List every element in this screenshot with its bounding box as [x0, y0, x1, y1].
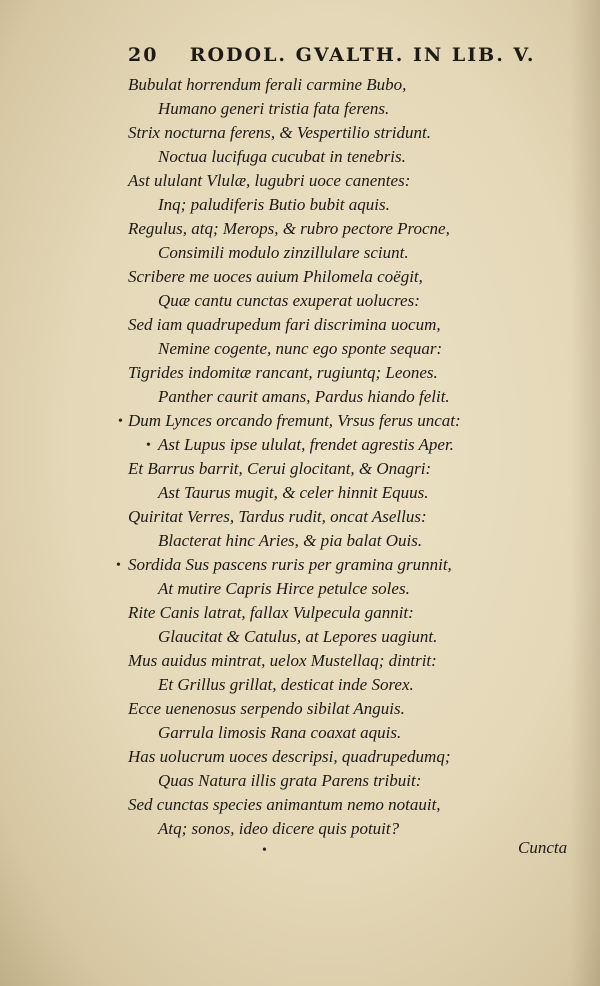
verse-line: Bubulat horrendum ferali carmine Bubo,	[128, 75, 407, 94]
verse-line: Scribere me uoces auium Philomela coëgit,	[128, 267, 423, 286]
verse-line: Sordida Sus pascens ruris per gramina grunnit,	[128, 555, 452, 574]
verse-line: Noctua lucifuga cucubat in tenebris.	[158, 147, 406, 166]
verse-line: Humano generi tristia fata ferens.	[158, 99, 390, 118]
verse-line: Tigrides indomitæ rancant, rugiuntq; Leones.	[128, 363, 438, 382]
verse-line: Quæ cantu cunctas exuperat uolucres:	[158, 291, 420, 310]
verse-line: Quiritat Verres, Tardus rudit, oncat Asellus:	[128, 507, 427, 526]
running-header	[128, 44, 536, 66]
verse-line: Garrula limosis Rana coaxat aquis.	[158, 723, 402, 742]
verse-line: Glaucitat & Catulus, at Lepores uagiunt.	[158, 627, 438, 646]
verse-line: Sed iam quadrupedum fari discrimina uocum,	[128, 315, 441, 334]
verse-line: Inq; paludiferis Butio bubit aquis.	[158, 195, 390, 214]
verse-line: Ast ululant Vlulæ, lugubri uoce canentes:	[128, 171, 411, 190]
margin-mark: •	[116, 558, 121, 573]
verse-line: Has uolucrum uoces descripsi, quadrupedumq;	[128, 747, 451, 766]
verse-line: Dum Lynces orcando fremunt, Vrsus ferus uncat:	[128, 411, 461, 430]
verse-line: Rite Canis latrat, fallax Vulpecula gannit:	[128, 603, 414, 622]
verse-line: Quas Natura illis grata Parens tribuit:	[158, 771, 422, 790]
verse-line: Nemine cogente, nunc ego sponte sequar:	[158, 339, 443, 358]
margin-mark: •	[262, 843, 267, 858]
verse-line: Mus auidus mintrat, uelox Mustellaq; dintrit:	[128, 651, 437, 670]
verse-line: Ast Lupus ipse ululat, frendet agrestis Aper.	[158, 435, 454, 454]
catchword: Cuncta	[518, 838, 568, 857]
margin-mark: •	[146, 438, 151, 453]
verse-line: Sed cunctas species animantum nemo notauit,	[128, 795, 441, 814]
verse-line: Ecce uenenosus serpendo sibilat Anguis.	[128, 699, 405, 718]
page-number: 20	[128, 44, 159, 66]
running-title: RODOL. GVALTH. IN LIB. V.	[189, 44, 536, 66]
verse-line: Blacterat hinc Aries, & pia balat Ouis.	[158, 531, 423, 550]
verse-line: Regulus, atq; Merops, & rubro pectore Procne,	[128, 219, 450, 238]
verse-line: Et Grillus grillat, desticat inde Sorex.	[158, 675, 414, 694]
verse-line: At mutire Capris Hirce petulce soles.	[158, 579, 410, 598]
verse-line: Et Barrus barrit, Cerui glocitant, & Onagri:	[128, 459, 432, 478]
verse-line: Atq; sonos, ideo dicere quis potuit?	[158, 819, 400, 838]
verse-line: Ast Taurus mugit, & celer hinnit Equus.	[158, 483, 429, 502]
verse-line: Strix nocturna ferens, & Vespertilio stridunt.	[128, 123, 431, 142]
verse-line: Panther caurit amans, Pardus hiando felit.	[158, 387, 450, 406]
verse-line: Consimili modulo zinzillulare sciunt.	[158, 243, 409, 262]
margin-mark: •	[118, 414, 123, 429]
